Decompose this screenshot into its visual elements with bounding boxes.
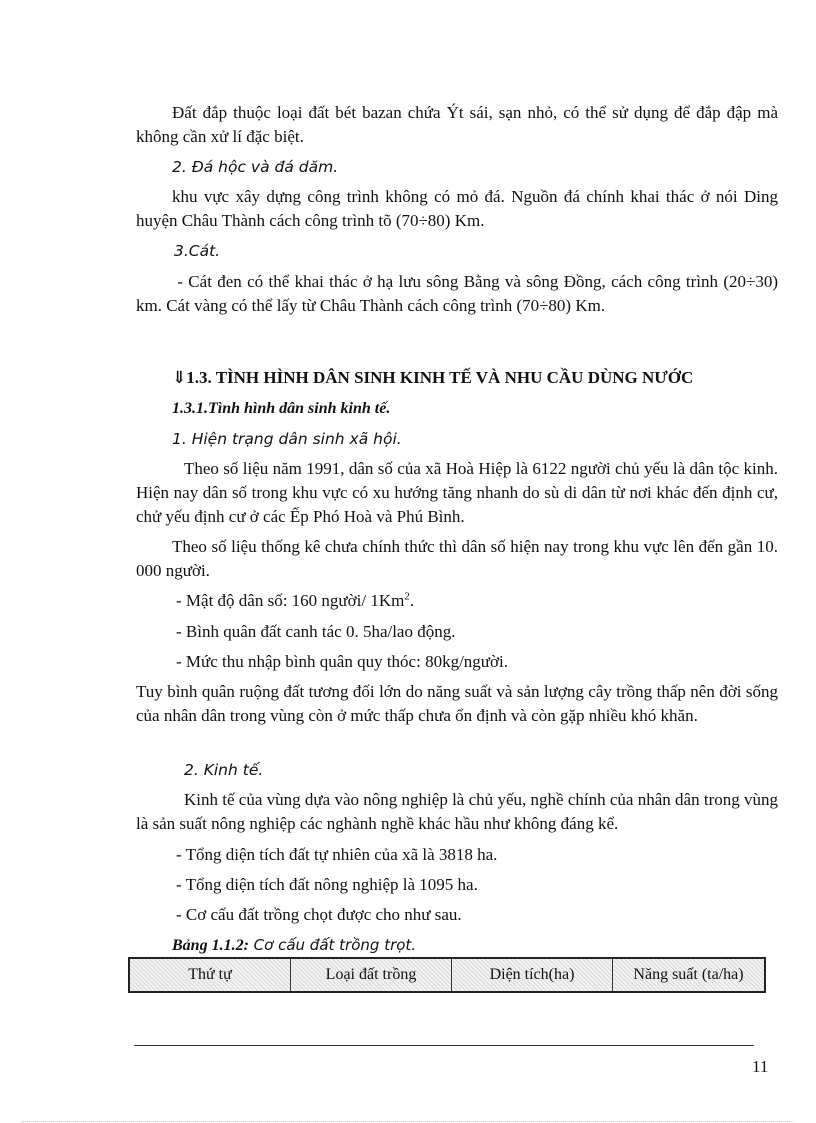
table-caption-text: Cơ cấu đất trồng trọt. xyxy=(248,936,417,954)
item-stone-title: 2. Đá hộc và đá dăm. xyxy=(172,158,339,176)
paragraph-sand-text: - Cát đen có thể khai thác ở hạ lưu sông Bằng và sông Đồng, cách công trình (20÷30) km. Cát vàng có thể lấy từ Châu Thành cách công trình (70÷80) Km. xyxy=(136,272,778,315)
bullet-structure: - Cơ cấu đất trồng chọt được cho như sau. xyxy=(176,905,462,924)
table-caption-label: Bảng 1.1.2: xyxy=(172,937,249,954)
paragraph-population-text: Theo số liệu năm 1991, dân số của xã Hoà Hiệp là 6122 người chủ yếu là dân tộc kinh. Hiện nay dân số trong khu vực có xu hướng tăng nhanh do sù di dân từ nơi khác đến định cư, chử yếu định cư ở các Ếp Phó Hoà và Phú Bình. xyxy=(136,459,778,526)
item-sand-title: 3.Cát. xyxy=(174,242,221,260)
bullet-farmland: - Bình quân đất canh tác 0. 5ha/lao động. xyxy=(176,622,456,641)
table-header-yield: Năng suất (ta/ha) xyxy=(613,958,766,992)
paragraph-sand xyxy=(136,270,778,318)
crop-structure-table xyxy=(128,957,766,993)
paragraph-soil-text: Đất đắp thuộc loại đất bét bazan chứa Ýt sái, sạn nhỏ, có thể sử dụng để đắp đập mà không cần xử lí đặc biệt. xyxy=(136,103,778,146)
table-header-order: Thứ tự xyxy=(129,958,291,992)
table-header-land-type: Loại đất trồng xyxy=(291,958,452,992)
footer-divider xyxy=(134,1045,754,1046)
bullet-natural-area: - Tổng diện tích đất tự nhiên của xã là 3818 ha. xyxy=(176,845,498,864)
paragraph-statistics xyxy=(136,535,778,583)
paragraph-stone-text: khu vực xây dựng công trình không có mỏ đá. Nguồn đá chính khai thác ở nói Ding huyện Châu Thành cách công trình tõ (70÷80) Km. xyxy=(136,187,778,230)
item-economy-title: 2. Kinh tế. xyxy=(184,761,264,779)
paragraph-stone xyxy=(136,185,778,233)
heading-arrow-icon: ⇓ xyxy=(172,368,187,387)
table-header-area: Diện tích(ha) xyxy=(452,958,613,992)
section-heading xyxy=(172,366,792,390)
page-number: 11 xyxy=(752,1057,769,1076)
paragraph-living: Tuy bình quân ruộng đất tương đối lớn do năng suất và sản lượng cây trồng thấp nên đời sống của nhân dân trong vùng còn ở mức thấp chưa ổn định và còn gặp nhiều khó khăn. xyxy=(136,682,778,725)
paragraph-statistics-text: Theo số liệu thống kê chưa chính thức thì dân số hiện nay trong khu vực lên đến gần 10. 000 người. xyxy=(136,537,778,580)
bullet-density-text: - Mật độ dân số: 160 người/ 1Km xyxy=(176,591,405,610)
paragraph-population xyxy=(136,457,778,529)
page-bottom-border xyxy=(22,1121,794,1122)
paragraph-economy xyxy=(136,788,778,836)
table-header-row xyxy=(129,958,765,992)
paragraph-soil xyxy=(136,101,778,149)
bullet-density-end: . xyxy=(409,591,415,610)
section-heading-text: 1.3. TÌNH HÌNH DÂN SINH KINH TẾ VÀ NHU CẦU DÙNG NƯỚC xyxy=(186,368,694,387)
paragraph-economy-text: Kinh tế của vùng dựa vào nông nghiệp là chủ yếu, nghề chính của nhân dân trong vùng là sản suất nông nghiệp các nghành nghề khác hầu như không đáng kể. xyxy=(136,790,778,833)
bullet-agri-area: - Tổng diện tích đất nông nghiệp là 1095 ha. xyxy=(176,875,478,894)
subsection-heading: 1.3.1.Tình hình dân sinh kinh tế. xyxy=(172,400,391,417)
bullet-density-sup: 2 xyxy=(404,590,410,603)
table-caption xyxy=(172,933,416,958)
item-social-title: 1. Hiện trạng dân sinh xã hội. xyxy=(172,430,402,448)
bullet-income: - Mức thu nhập bình quân quy thóc: 80kg/người. xyxy=(176,652,508,671)
bullet-density xyxy=(176,589,776,613)
